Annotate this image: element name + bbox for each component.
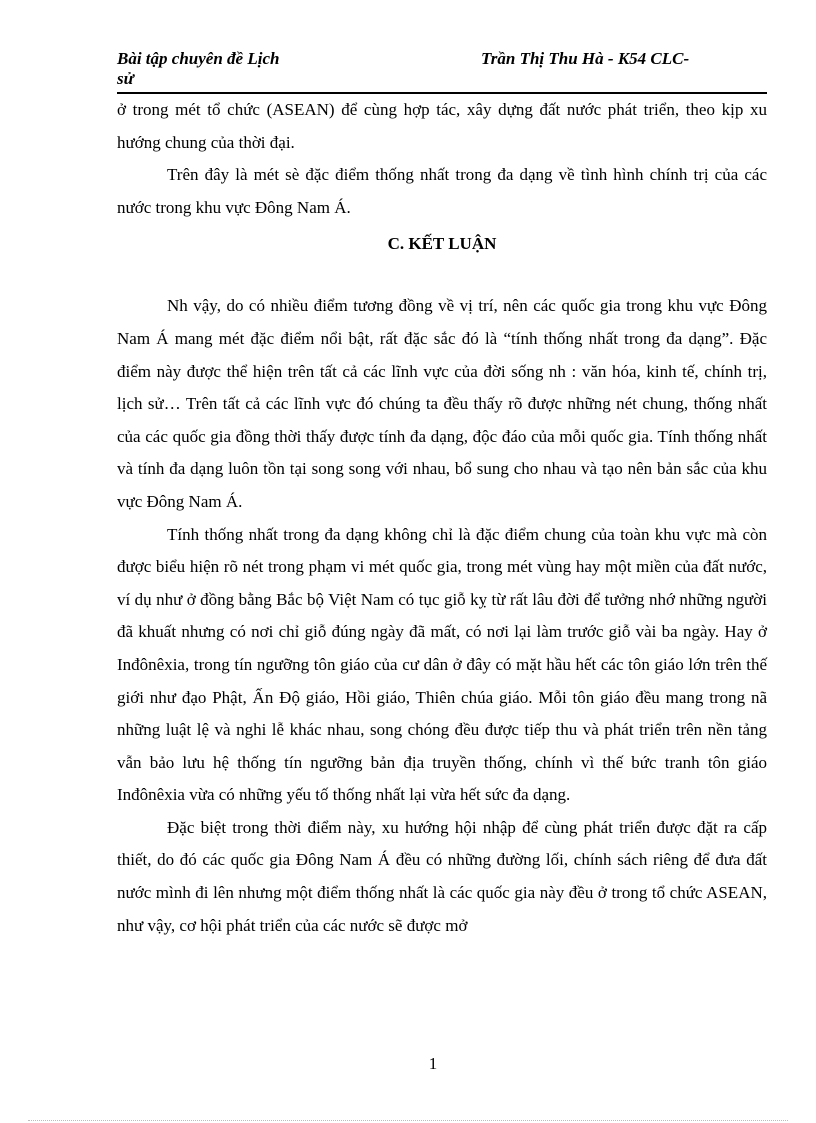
document-body: [117, 94, 767, 942]
paragraph-summary: Trên đây là mét sè đặc điểm thống nhất trong đa dạng về tình hình chính trị của các nước trong khu vực Đông Nam Á.: [117, 165, 767, 217]
paragraph-continuation: ở trong mét tổ chức (ASEAN) để cùng hợp tác, xây dựng đất nước phát triển, theo kịp xu hướng chung của thời đại.: [117, 100, 767, 152]
header-author: Trần Thị Thu Hà - K54 CLC-: [481, 49, 690, 68]
page-bottom-border: [28, 1120, 788, 1121]
paragraph-conclusion-1: Nh vậy, do có nhiều điểm tương đồng về vị trí, nên các quốc gia trong khu vực Đông Nam Á mang mét đặc điểm nổi bật, rất đặc sắc đó là “tính thống nhất trong đa dạng”. Đặc điểm này được thể hiện trên tất cả các lĩnh vực của đời sống nh : văn hóa, kinh tế, chính trị, lịch sử… Trên tất cả các lĩnh vực đó chúng ta đều thấy rõ được những nét chung, thống nhất của các quốc gia đồng thời thấy được tính đa dạng, độc đáo của mỗi quốc gia. Tính thống nhất và tính đa dạng luôn tồn tại song song với nhau, bổ sung cho nhau và tạo nên bản sắc của khu vực Đông Nam Á.: [117, 296, 767, 511]
section-heading: C. KẾT LUẬN: [387, 234, 497, 254]
paragraph-conclusion-2: Tính thống nhất trong đa dạng không chỉ là đặc điểm chung của toàn khu vực mà còn được biểu hiện rõ nét trong phạm vi mét quốc gia, trong mét vùng hay một miền của đất nước, ví dụ như ở đồng bằng Bắc bộ Việt Nam có tục giỗ kỵ từ rất lâu đời để tưởng nhớ những người đã khuất nhưng có nơi chỉ giỗ đúng ngày đã mất, có nơi lại làm trước giỗ vài ba ngày. Hay ở Inđônêxia, trong tín ngưỡng tôn giáo của cư dân ở đây có mặt hầu hết các tôn giáo lớn trên thế giới như đạo Phật, Ấn Độ giáo, Hồi giáo, Thiên chúa giáo. Mỗi tôn giáo đều mang trong nã những luật lệ và nghi lễ khác nhau, song chóng đều được tiếp thu và phát triển trên nền tảng vẫn bảo lưu hệ thống tín ngưỡng bản địa truyền thống, chính vì thế bức tranh tôn giáo Inđônêxia vừa có những yếu tố thống nhất lại vừa hết sức đa dạng.: [117, 524, 767, 805]
header-course-title: Bài tập chuyên đề Lịch sử: [117, 49, 280, 88]
page-header: [117, 49, 767, 93]
paragraph-conclusion-3: Đặc biệt trong thời điểm này, xu hướng hội nhập để cùng phát triển được đặt ra cấp thiết, do đó các quốc gia Đông Nam Á đều có những đường lối, chính sách riêng để đưa đất nước mình đi lên nhưng một điểm thống nhất là các quốc gia này đều ở trong tổ chức ASEAN, như vậy, cơ hội phát triển của các nước sẽ được mở: [117, 817, 767, 935]
page-number: 1: [428, 1054, 438, 1073]
